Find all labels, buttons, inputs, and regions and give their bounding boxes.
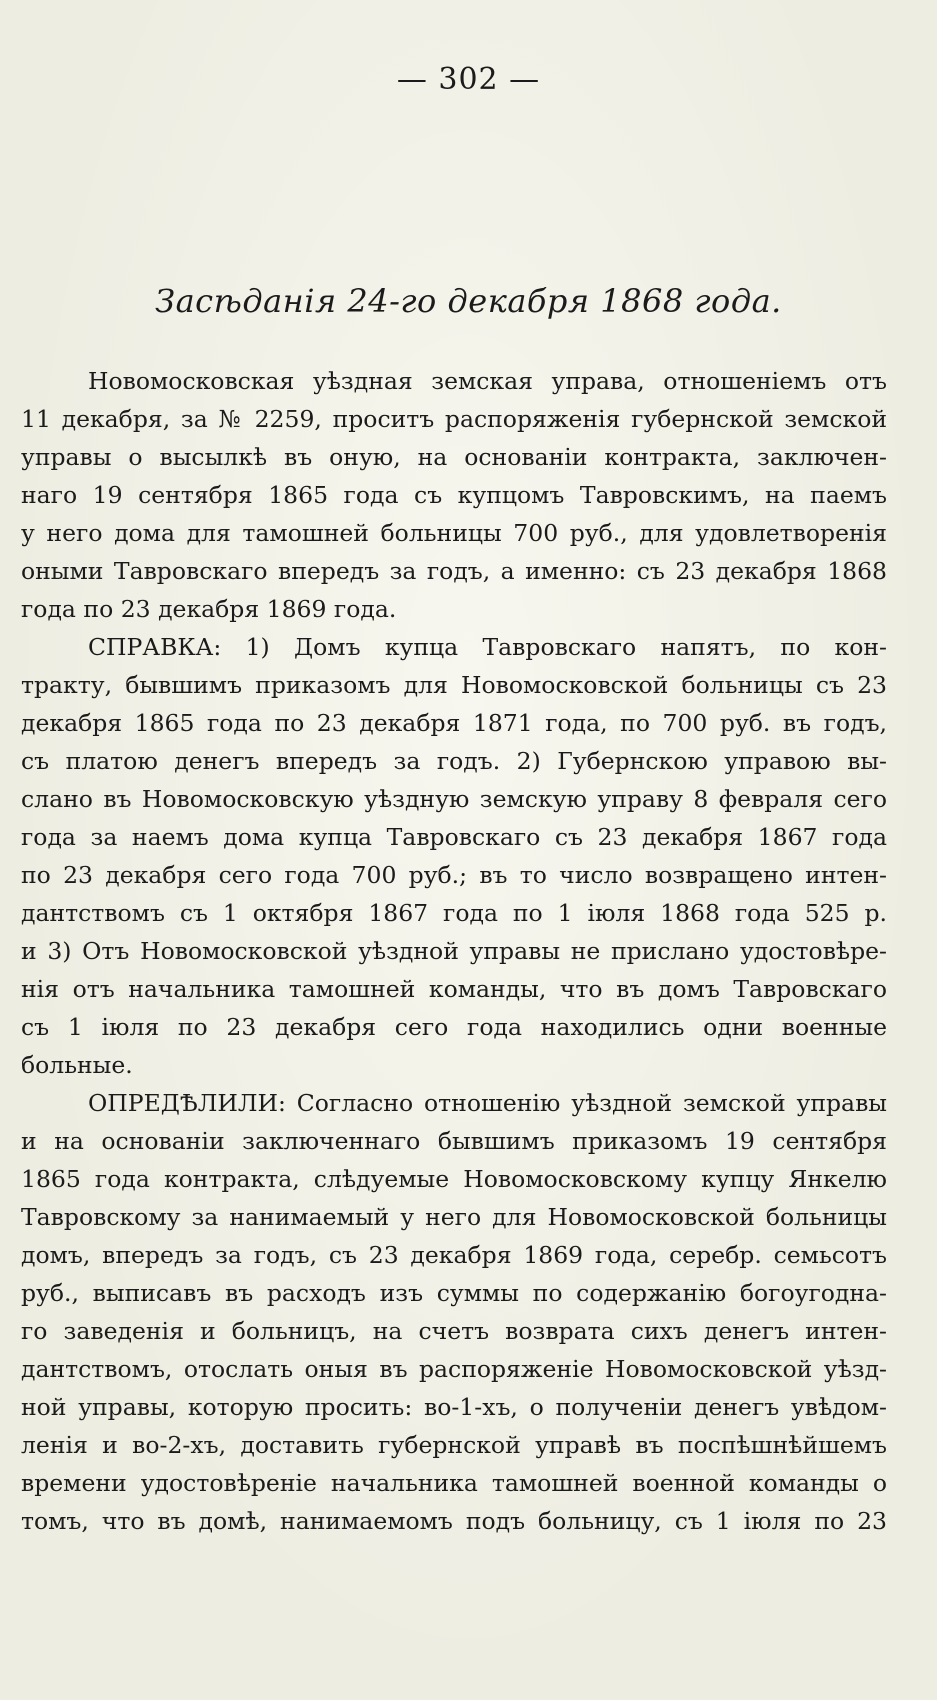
text-line: у него дома для тамошней больницы 700 руб., для удовлетворенія [21,519,887,547]
text-line: томъ, что въ домѣ, нанимаемомъ подъ больницу, съ 1 іюля по 23 [21,1507,887,1535]
text-line: 11 декабря, за № 2259, проситъ распоряженія губернской земской [21,405,887,433]
text-line: Тавровскому за нанимаемый у него для Новомосковской больницы [21,1203,887,1231]
text-line: и 3) Отъ Новомосковской уѣздной управы не прислано удостовѣре- [21,937,887,965]
section-title: Засѣданія 24-го декабря 1868 года. [155,282,782,320]
text-line: съ 1 іюля по 23 декабря сего года находились одни военные [21,1013,887,1041]
text-line: нія отъ начальника тамошней команды, что въ домъ Тавровскаго [21,975,887,1003]
text-line: 1865 года контракта, слѣдуемые Новомосковскому купцу Янкелю [21,1165,887,1193]
text-line: тракту, бывшимъ приказомъ для Новомосковской больницы съ 23 [21,671,887,699]
text-line: ленія и во-2-хъ, доставить губернской управѣ въ поспѣшнѣйшемъ [21,1431,887,1459]
text-line: года по 23 декабря 1869 года. [21,595,397,623]
text-line: по 23 декабря сего года 700 руб.; въ то число возвращено интен- [21,861,887,889]
text-line: управы о высылкѣ въ оную, на основаніи контракта, заключен- [21,443,887,471]
text-line: больные. [21,1051,133,1079]
text-line: дантствомъ съ 1 октября 1867 года по 1 іюля 1868 года 525 р. [21,899,887,927]
text-line: ОПРЕДѢЛИЛИ: Согласно отношенію уѣздной земской управы [88,1089,887,1117]
text-line: и на основаніи заключеннаго бывшимъ приказомъ 19 сентября [21,1127,887,1155]
text-line: го заведенія и больницъ, на счетъ возврата сихъ денегъ интен- [21,1317,887,1345]
text-line: слано въ Новомосковскую уѣздную земскую управу 8 февраля сего [21,785,887,813]
text-line: дантствомъ, отослать оныя въ распоряженіе Новомосковской уѣзд- [21,1355,887,1383]
text-line: года за наемъ дома купца Тавровскаго съ 23 декабря 1867 года [21,823,887,851]
text-line: Новомосковская уѣздная земская управа, отношеніемъ отъ [88,367,887,395]
text-line: декабря 1865 года по 23 декабря 1871 года, по 700 руб. въ годъ, [21,709,887,737]
page-number: — 302 — [396,62,541,97]
text-line: руб., выписавъ въ расходъ изъ суммы по содержанію богоугодна- [21,1279,887,1307]
text-line: наго 19 сентября 1865 года съ купцомъ Тавровскимъ, на паемъ [21,481,887,509]
body-text [21,362,887,1540]
text-line: съ платою денегъ впередъ за годъ. 2) Губернскою управою вы- [21,747,887,775]
text-line: времени удостовѣреніе начальника тамошней военной команды о [21,1469,887,1497]
text-line: СПРАВКА: 1) Домъ купца Тавровскаго напятъ, по кон- [88,633,887,661]
text-line: оными Тавровскаго впередъ за годъ, а именно: съ 23 декабря 1868 [21,557,887,585]
text-line: ной управы, которую просить: во-1-хъ, о полученіи денегъ увѣдом- [21,1393,887,1421]
text-line: домъ, впередъ за годъ, съ 23 декабря 1869 года, серебр. семьсотъ [21,1241,887,1269]
